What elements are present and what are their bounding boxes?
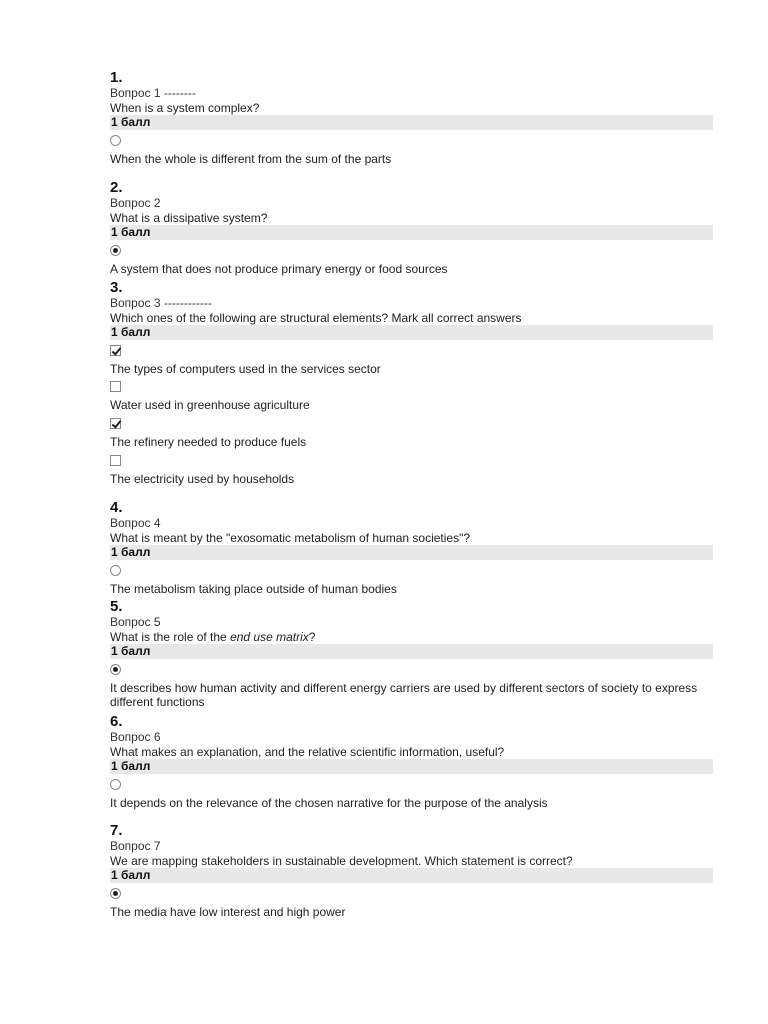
question-label: Вопрос 6	[110, 730, 161, 744]
question-text-end: ?	[308, 630, 316, 644]
answer-text: The metabolism taking place outside of human bodies	[110, 582, 397, 596]
checkbox[interactable]	[110, 381, 121, 392]
answer-option[interactable]	[110, 659, 713, 709]
question-7	[110, 823, 713, 919]
points-bar: 1 балл	[110, 325, 713, 340]
question-number: 4.	[110, 499, 123, 516]
question-number: 1.	[110, 69, 123, 86]
answer-text: Water used in greenhouse agriculture	[110, 398, 310, 412]
answer-option[interactable]	[110, 450, 713, 486]
question-number: 7.	[110, 822, 123, 839]
radio-button[interactable]	[110, 664, 121, 675]
question-label: Вопрос 5	[110, 615, 161, 629]
radio-button[interactable]	[110, 779, 121, 790]
question-text-start: What is the role of the	[110, 630, 231, 644]
points-bar: 1 балл	[110, 759, 713, 774]
points-bar: 1 балл	[110, 225, 713, 240]
question-number: 5.	[110, 598, 123, 615]
answer-option[interactable]	[110, 240, 713, 276]
question-text: What is a dissipative system?	[110, 211, 268, 225]
answer-text: It describes how human activity and different energy carriers are used by different sectors of society to express different functions	[110, 681, 698, 709]
points-bar: 1 балл	[110, 644, 713, 659]
question-label: Вопрос 3 ------------	[110, 296, 212, 310]
question-text	[110, 630, 713, 644]
answer-option[interactable]	[110, 376, 713, 413]
radio-button[interactable]	[110, 565, 121, 576]
answer-text: The electricity used by households	[110, 472, 295, 486]
question-3	[110, 280, 713, 486]
question-text: What is meant by the "exosomatic metabolism of human societies"?	[110, 531, 471, 545]
question-text: When is a system complex?	[110, 101, 260, 115]
answer-text: The refinery needed to produce fuels	[110, 435, 307, 449]
question-text: Which ones of the following are structural elements? Mark all correct answers	[110, 311, 522, 325]
answer-text: A system that does not produce primary energy or food sources	[110, 262, 448, 276]
question-text-emphasis: end use matrix	[230, 630, 309, 644]
question-label: Вопрос 7	[110, 839, 161, 853]
checkbox[interactable]	[110, 455, 121, 466]
answer-option[interactable]	[110, 413, 713, 450]
question-number: 3.	[110, 279, 123, 296]
checkbox[interactable]	[110, 418, 121, 429]
question-4	[110, 500, 713, 596]
answer-option[interactable]	[110, 883, 713, 919]
radio-button[interactable]	[110, 888, 121, 899]
question-label: Вопрос 2	[110, 196, 161, 210]
radio-button[interactable]	[110, 135, 121, 146]
question-5	[110, 599, 713, 709]
checkbox[interactable]	[110, 345, 121, 356]
answer-text: When the whole is different from the sum of the parts	[110, 152, 392, 166]
answer-text: It depends on the relevance of the chosen narrative for the purpose of the analysis	[110, 796, 548, 810]
answer-option[interactable]	[110, 774, 713, 810]
question-2	[110, 180, 713, 276]
question-number: 2.	[110, 179, 123, 196]
answer-text: The media have low interest and high power	[110, 905, 346, 919]
question-6	[110, 714, 713, 810]
question-label: Вопрос 4	[110, 516, 161, 530]
question-text: We are mapping stakeholders in sustainable development. Which statement is correct?	[110, 854, 573, 868]
question-text: What makes an explanation, and the relative scientific information, useful?	[110, 745, 505, 759]
points-bar: 1 балл	[110, 868, 713, 883]
question-label: Вопрос 1 --------	[110, 86, 196, 100]
points-bar: 1 балл	[110, 545, 713, 560]
answer-option[interactable]	[110, 340, 713, 376]
radio-button[interactable]	[110, 245, 121, 256]
answer-text: The types of computers used in the services sector	[110, 362, 381, 376]
points-bar: 1 балл	[110, 115, 713, 130]
question-1	[110, 70, 713, 166]
question-number: 6.	[110, 713, 123, 730]
answer-option[interactable]	[110, 130, 713, 166]
answer-option[interactable]	[110, 560, 713, 596]
